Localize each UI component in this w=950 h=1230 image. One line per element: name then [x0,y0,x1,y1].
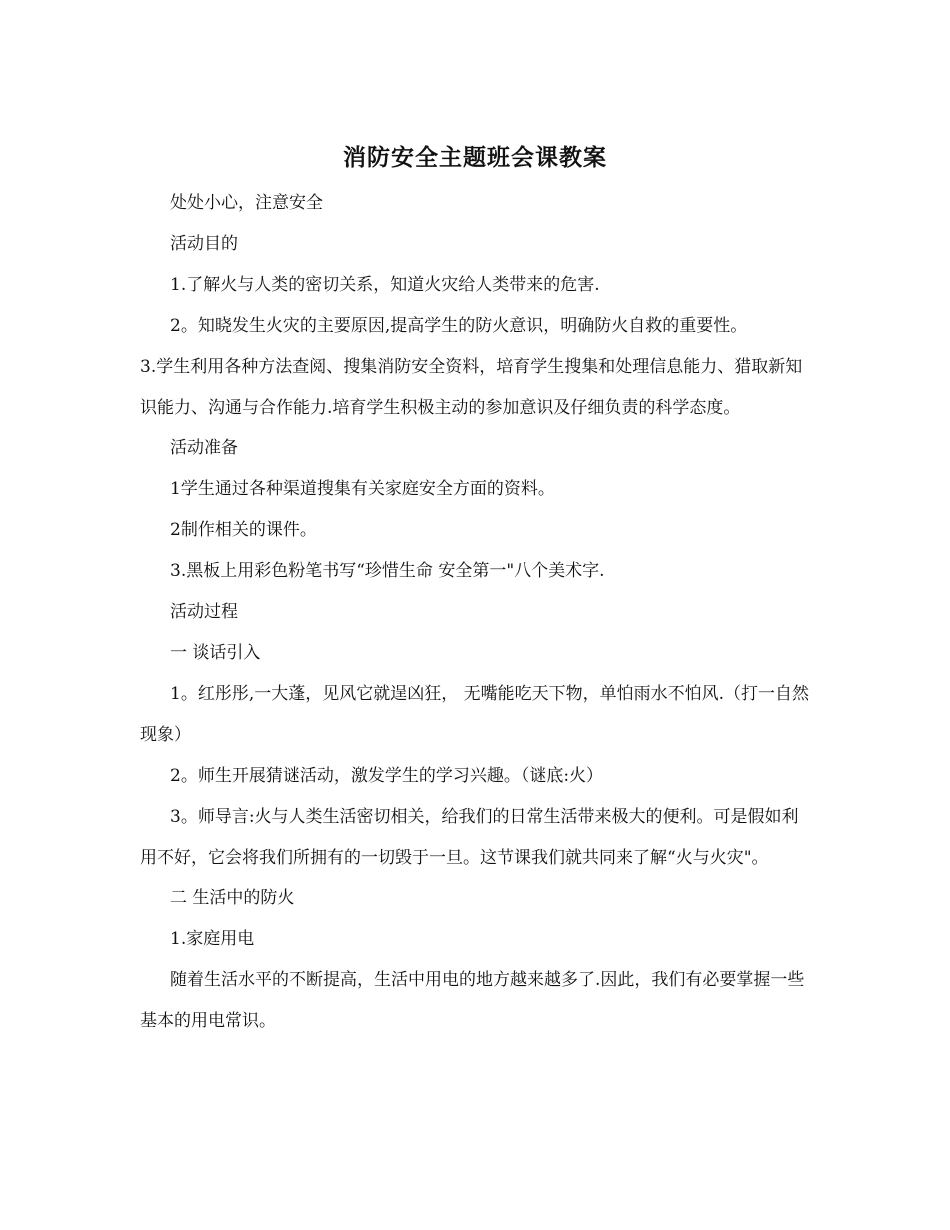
section-heading-preparation: 活动准备 [170,438,238,459]
document-body [140,183,815,1042]
document-title: 消防安全主题班会课教案 [343,144,607,171]
purpose-item-1: 1.了解火与人类的密切关系，知道火灾给人类带来的危害. [170,274,600,295]
preparation-item-1: 1学生通过各种渠道搜集有关家庭安全方面的资料。 [170,479,555,500]
process-item-1: 1。红彤彤,一大蓬，见风它就逞凶狂， 无嘴能吃天下物，单怕雨水不怕风.（打一自然现象） [140,683,810,745]
fire-prevention-item-1: 1.家庭用电 [170,929,255,950]
process-item-2: 2。师生开展猜谜活动，激发学生的学习兴趣。（谜底:火） [170,765,604,786]
section-heading-purpose: 活动目的 [170,233,238,254]
subsection-heading-fire-prevention: 二 生活中的防火 [170,888,295,909]
process-item-3: 3。师导言:火与人类生活密切相关，给我们的日常生活带来极大的便利。可是假如利用不好，它会将我们所拥有的一切毁于一旦。这节课我们就共同来了解“火与火灾"。 [140,806,799,868]
section-heading-process: 活动过程 [170,602,238,623]
preparation-item-2: 2制作相关的课件。 [170,520,317,541]
fire-prevention-paragraph: 随着生活水平的不断提高，生活中用电的地方越来越多了.因此，我们有必要掌握一些基本的用电常识。 [140,970,805,1032]
subtitle-paragraph: 处处小心，注意安全 [170,193,323,213]
purpose-item-3: 3.学生利用各种方法查阅、搜集消防安全资料，培育学生搜集和处理信息能力、猎取新知识能力、沟通与合作能力.培育学生积极主动的参加意识及仔细负责的科学态度。 [140,356,803,418]
subsection-heading-intro: 一 谈话引入 [170,642,261,663]
purpose-item-2: 2。知晓发生火灾的主要原因,提高学生的防火意识，明确防火自救的重要性。 [170,315,748,336]
preparation-item-3: 3.黑板上用彩色粉笔书写“珍惜生命 安全第一"八个美术字. [170,561,605,582]
